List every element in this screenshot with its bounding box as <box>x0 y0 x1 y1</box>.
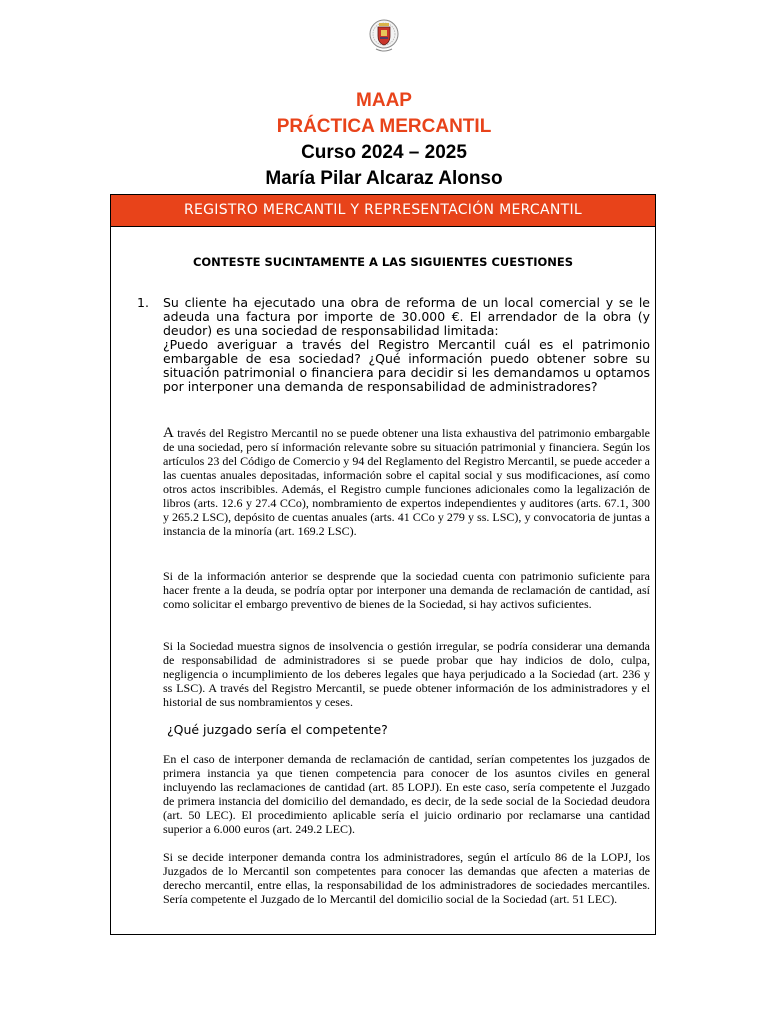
answer-drop-initial: A <box>163 425 174 441</box>
answer-paragraph-1-text: través del Registro Mercantil no se puede obtener una lista exhaustiva del patrimonio embargable de una sociedad, pero sí información relevante sobre su situación patrimonial y financiera. Según los artículos 23 del Código de Comercio y 94 del Reglamento del Registro Mercantil, se puede acceder a las cuentas anuales depositadas, información sobre el capital social y sus modificaciones, así como otros actos inscribibles. Además, el Registro cumple funciones adicionales como la legalización de libros (arts. 12.6 y 27.4 CCo), nombramiento de expertos independientes y auditores (arts. 67.1, 300 y 265.2 LSC), depósito de cuentas anuales (arts. 41 CCo y 279 y ss. LSC), y convocatoria de juntas a instancia de la minoría (art. 169.2 LSC). <box>163 426 650 538</box>
question-text <box>163 296 650 394</box>
academic-year: Curso 2024 – 2025 <box>301 142 467 163</box>
document-header <box>0 88 768 192</box>
answer-paragraph-1 <box>163 426 650 538</box>
answer-paragraph-5: Si se decide interponer demanda contra los administradores, según el artículo 86 de la LOPJ, los Juzgados de lo Mercantil son competentes para conocer las demandas que afecten a materias de derecho mercantil, entre ellas, la responsabilidad de los administradores de sociedades mercantiles. Sería competente el Juzgado de lo Mercantil del domicilio social de la Sociedad (art. 51 LEC). <box>163 850 650 906</box>
question-number: 1. <box>137 295 149 310</box>
question-context: Su cliente ha ejecutado una obra de reforma de un local comercial y se le adeuda una factura por importe de 30.000 €. El arrendador de la obra (y deudor) es una sociedad de responsabilidad limitada: <box>163 295 650 338</box>
course-acronym: MAAP <box>356 90 412 111</box>
answer-paragraph-3: Si la Sociedad muestra signos de insolvencia o gestión irregular, se podría considerar una demanda de responsabilidad de administradores si se puede probar que hay indicios de dolo, culpa, negligencia o incumplimiento de los deberes legales que haya perjudicado a la Sociedad (art. 236 y ss LSC). A través del Registro Mercantil, se puede obtener información de los administradores y el historial de sus nombramientos y ceses. <box>163 639 650 709</box>
answer-paragraph-4: En el caso de interponer demanda de reclamación de cantidad, serían competentes los juzgados de primera instancia ya que tienen competencia para conocer de los asuntos civiles en general incluyendo las reclamaciones de cantidad (art. 85 LOPJ). En este caso, sería competente el Juzgado de primera instancia del domicilio del demandado, es decir, de la sede social de la Sociedad deudora (art. 50 LEC). El procedimiento aplicable sería el juicio ordinario por reclamarse una cantidad superior a 6.000 euros (art. 249.2 LEC). <box>163 752 650 836</box>
university-seal-icon <box>368 18 400 54</box>
question-ask: ¿Puedo averiguar a través del Registro Mercantil cuál es el patrimonio embargable de esa sociedad? ¿Qué información puedo obtener sobre su situación patrimonial o financiera para decidir si les demandamos u optamos por interponer una demanda de responsabilidad de administradores? <box>163 337 650 394</box>
instruction-heading: CONTESTE SUCINTAMENTE A LAS SIGUIENTES CUESTIONES <box>192 255 574 269</box>
course-name: PRÁCTICA MERCANTIL <box>276 116 492 137</box>
sub-question: ¿Qué juzgado sería el competente? <box>167 722 388 737</box>
section-banner: REGISTRO MERCANTIL Y REPRESENTACIÓN MERCANTIL <box>111 195 655 227</box>
author-name: María Pilar Alcaraz Alonso <box>265 168 503 189</box>
exercise-box <box>110 194 656 935</box>
answer-paragraph-2: Si de la información anterior se desprende que la sociedad cuenta con patrimonio suficiente para hacer frente a la deuda, se podría optar por interponer una demanda de reclamación de cantidad, así como solicitar el embargo preventivo de bienes de la Sociedad, si hay activos suficientes. <box>163 569 650 611</box>
